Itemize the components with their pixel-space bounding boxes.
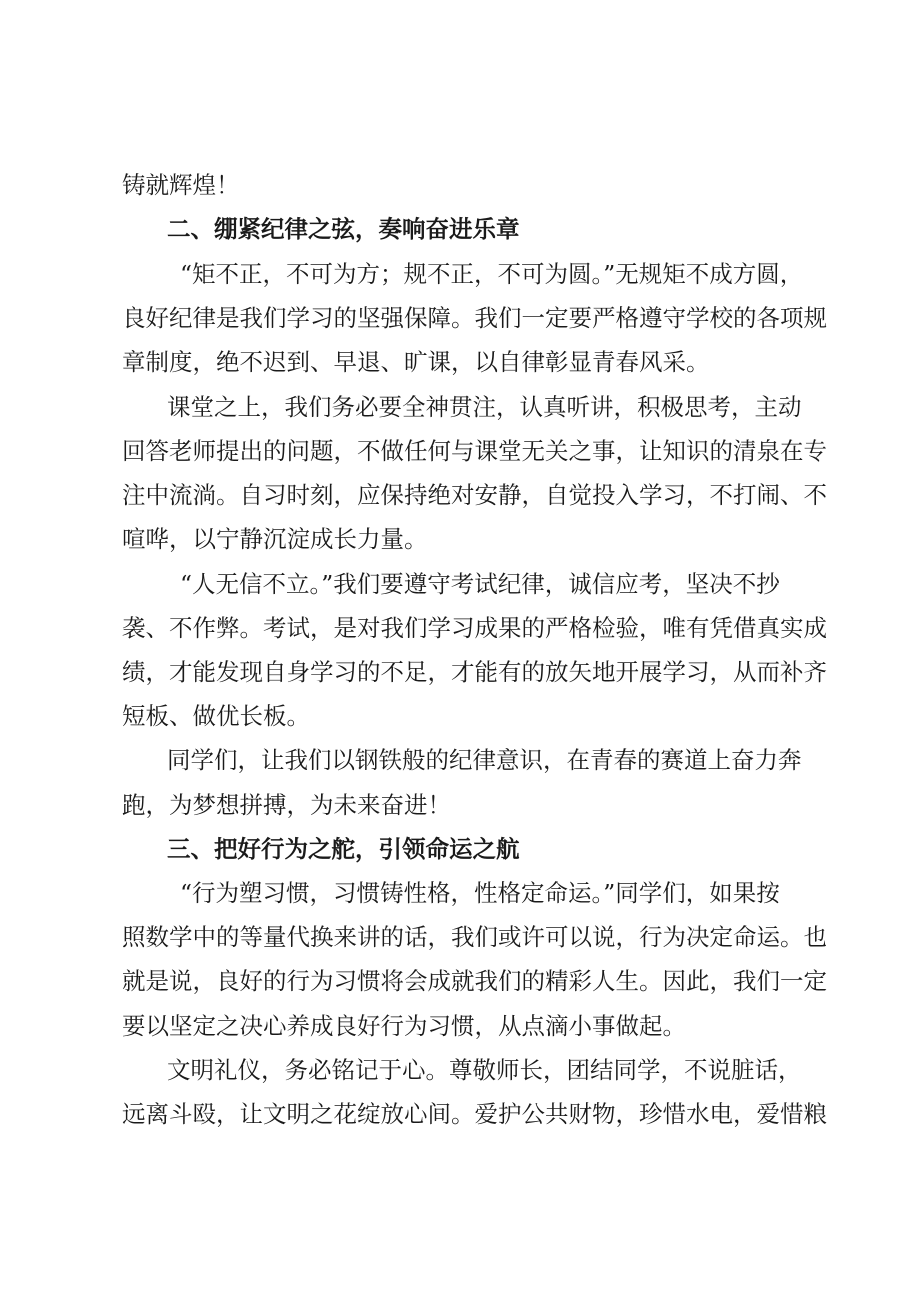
text-line: “人无信不立。”我们要遵守考试纪律，诚信应考，坚决不抄 (180, 570, 780, 598)
section-heading-3: 三、把好行为之舵，引领命运之航 (167, 835, 520, 863)
text-line: 回答老师提出的问题，不做任何与课堂无关之事，让知识的清泉在专 (122, 437, 827, 465)
text-line: 绩，才能发现自身学习的不足，才能有的放矢地开展学习，从而补齐 (122, 658, 827, 686)
text-line: 短板、做优长板。 (122, 702, 310, 730)
text-line: “矩不正，不可为方；规不正，不可为圆。”无规矩不成方圆， (180, 260, 804, 288)
text-line: 远离斗殴，让文明之花绽放心间。爱护公共财物，珍惜水电，爱惜粮 (122, 1100, 827, 1128)
text-line: 文明礼仪，务必铭记于心。尊敬师长，团结同学，不说脏话， (167, 1056, 802, 1084)
text-line: 注中流淌。自习时刻，应保持绝对安静，自觉投入学习，不打闹、不 (122, 481, 827, 509)
text-line: 课堂之上，我们务必要全神贯注，认真听讲，积极思考，主动 (167, 393, 802, 421)
text-line: 喧哗，以宁静沉淀成长力量。 (122, 525, 428, 553)
text-line: 袭、不作弊。考试，是对我们学习成果的严格检验，唯有凭借真实成 (122, 614, 827, 642)
text-line: 要以坚定之决心养成良好行为习惯，从点滴小事做起。 (122, 1012, 686, 1040)
text-line: 同学们，让我们以钢铁般的纪律意识，在青春的赛道上奋力奔 (167, 746, 802, 774)
text-line: 章制度，绝不迟到、早退、旷课，以自律彰显青春风采。 (122, 348, 710, 376)
text-line: 照数学中的等量代换来讲的话，我们或许可以说，行为决定命运。也 (122, 923, 827, 951)
text-line: 铸就辉煌！ (122, 171, 240, 199)
text-line: 跑，为梦想拼搏，为未来奋进！ (122, 791, 451, 819)
text-line: “行为塑习惯，习惯铸性格，性格定命运。”同学们，如果按 (180, 879, 780, 907)
text-line: 就是说，良好的行为习惯将会成就我们的精彩人生。因此，我们一定 (122, 967, 827, 995)
section-heading-2: 二、绷紧纪律之弦，奏响奋进乐章 (167, 215, 520, 243)
text-line: 良好纪律是我们学习的坚强保障。我们一定要严格遵守学校的各项规 (122, 304, 827, 332)
